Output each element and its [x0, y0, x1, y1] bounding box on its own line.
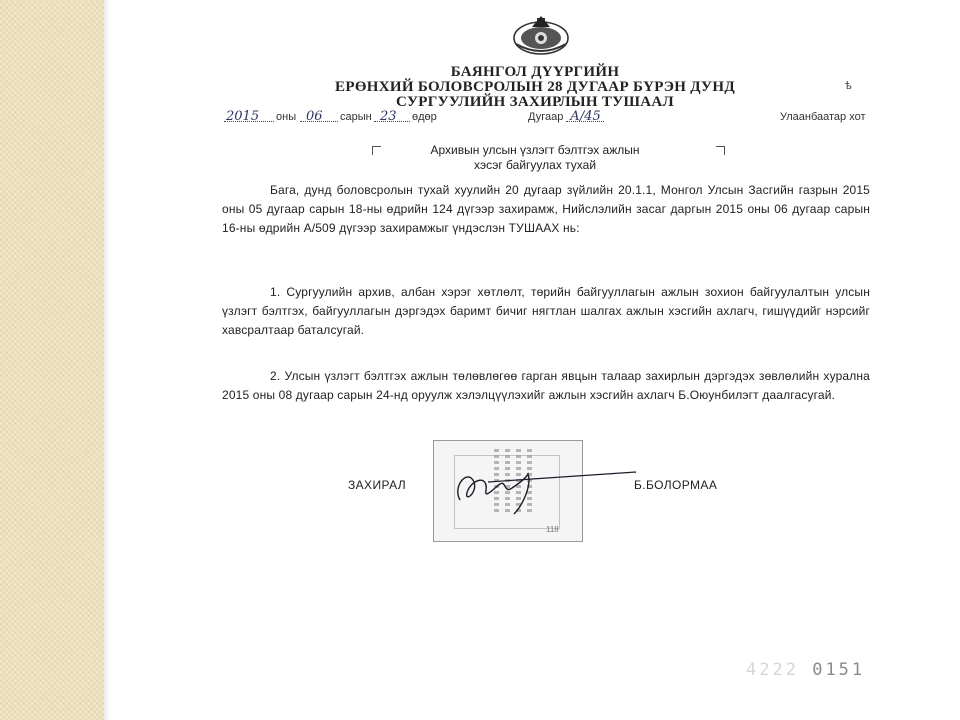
corner-mark: ѣ — [845, 80, 852, 92]
day-label: өдөр — [412, 111, 437, 123]
city-label: Улаанбаатар хот — [780, 111, 866, 123]
decorative-side-strip — [0, 0, 104, 720]
document-page — [110, 0, 960, 720]
header-school: ЕРӨНХИЙ БОЛОВСРОЛЫН 28 ДУГААР БҮРЭН ДУНД — [335, 79, 735, 95]
director-title: ЗАХИРАЛ — [348, 478, 407, 492]
body-item-1: 1. Сургуулийн архив, албан хэрэг хөтлөлт, төрийн байгууллагын ажлын зохион байгуулалтын улсын үзлэгт бэлтгэх, байгууллагын дэргэдэх баримт бичиг нягтлан шалгах ажлын хэсгийн ахлагч, гишүүдийг нэрсийг хавсралтаар баталсугай. — [222, 285, 870, 338]
body-item-2: 2. Улсын үзлэгт бэлтгэх ажлын төлөвлөгөө гарган явцын талаар захирлын дэргэдэх зөвлөлийн хурална 2015 оны 08 дугаар сарын 24-нд оруулж хэлэлцүүлэхийг ажлын хэсгийн ахлагч Б.Оюунбилэгт даалгасугай. — [222, 369, 870, 403]
order-year: 2015 — [226, 109, 260, 124]
header-order-title: СУРГУУЛИЙН ЗАХИРЛЫН ТУШААЛ — [396, 94, 674, 110]
director-name: Б.БОЛОРМАА — [634, 478, 718, 492]
state-emblem-icon — [510, 14, 572, 56]
stamp-number: 118 — [546, 525, 559, 534]
order-month: 06 — [306, 109, 323, 124]
month-label: сарын — [340, 111, 372, 123]
footer-registration-number — [746, 660, 865, 680]
order-meta-row — [110, 111, 960, 129]
header-district: БАЯНГОЛ ДҮҮРГИЙН — [450, 64, 620, 80]
order-day: 23 — [380, 109, 397, 124]
footer-ghost-digits: 4222 — [746, 660, 799, 680]
subject-line-2: хэсэг байгуулах тухай — [473, 158, 597, 172]
footer-number: 0151 — [812, 660, 866, 680]
year-label: оны — [276, 111, 297, 123]
order-number: А/45 — [570, 109, 601, 124]
subject-line-1: Архивын улсын үзлэгт бэлтгэх ажлын — [430, 143, 640, 157]
body-preamble: Бага, дунд боловсролын тухай хуулийн 20 дугаар зүйлийн 20.1.1, Монгол Улсын Засгийн газрын 2015 оны 05 дугаар сарын 18-ны өдрийн 124 дүгээр захирамж, Нийслэлийн засаг даргын 2015 оны 06 дугаар сарын 16-ны өдрийн А/509 дүгээр захирамжыг үндэслэн ТУШААХ нь: — [222, 183, 870, 236]
number-label: Дугаар — [528, 111, 564, 123]
handwritten-signature — [448, 460, 638, 520]
